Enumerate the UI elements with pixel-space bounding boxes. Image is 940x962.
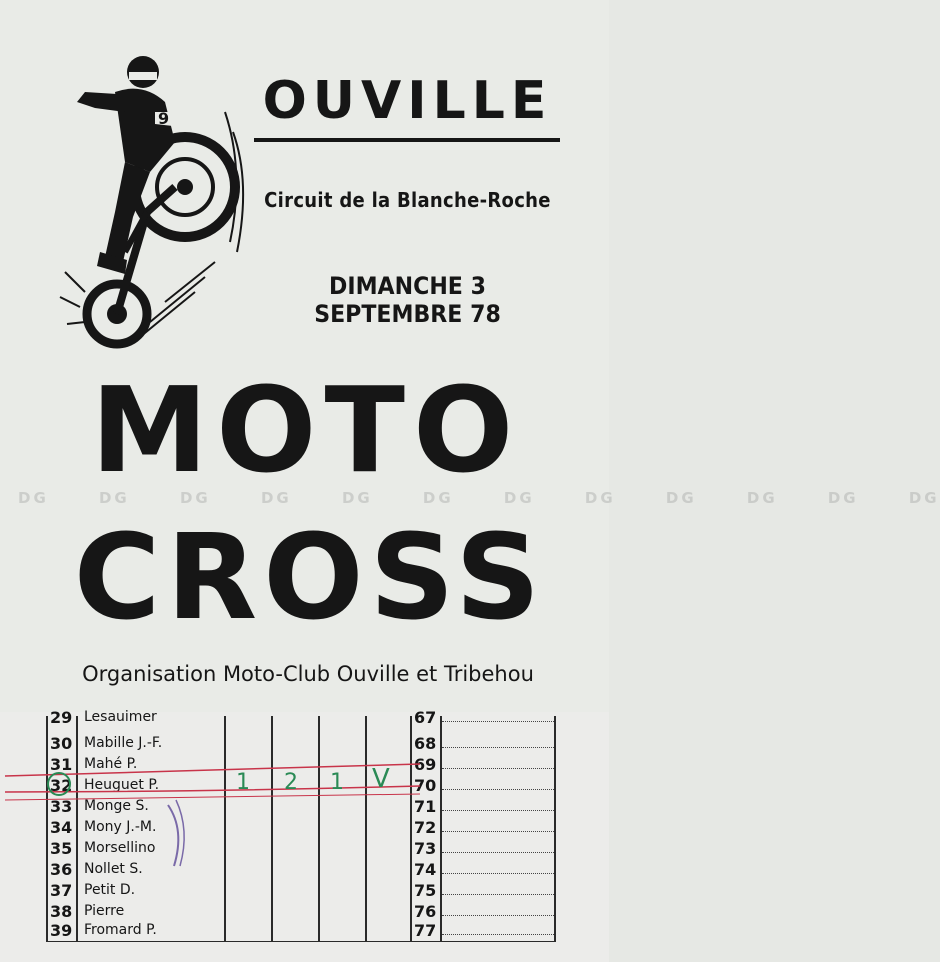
rider-name-cell: Mahé P. [84,756,138,772]
rider-name-cell: Morsellino [84,840,156,856]
table-row [46,774,556,797]
rider-number-cell: 75 [414,881,437,900]
table-row [46,706,556,729]
rider-number-cell: 76 [414,902,437,921]
handwritten-score: 1 [330,770,344,795]
motocross-rider-illustration [55,52,250,357]
title-underline [254,138,560,142]
rider-number: 9 [158,109,170,128]
handwritten-check-mark: V [372,764,390,794]
table-row [46,919,556,942]
results-table [46,708,556,942]
dotted-line [442,894,554,895]
rider-number-cell: 72 [414,818,437,837]
table-row [46,879,556,902]
handwritten-score: 2 [284,770,298,795]
table-row [46,753,556,776]
organiser-line: Organisation Moto-Club Ouville et Tribehou [82,662,534,686]
rider-number-cell: 31 [50,755,73,774]
dotted-line [442,873,554,874]
rider-number-cell: 33 [50,797,73,816]
dotted-line [442,852,554,853]
table-row [46,732,556,755]
rider-number-cell: 68 [414,734,437,753]
dotted-line [442,831,554,832]
dotted-line [442,789,554,790]
rider-number-cell: 73 [414,839,437,858]
circuit-name: Circuit de la Blanche-Roche [264,188,551,212]
rider-name-cell: Mabille J.-F. [84,735,163,751]
dotted-line [442,747,554,748]
handwritten-score: 1 [236,770,250,795]
rider-name-cell: Pierre [84,903,125,919]
rider-number-cell: 77 [414,921,437,940]
dotted-line [442,768,554,769]
rider-number-cell: 32 [50,776,73,795]
rider-number-cell: 69 [414,755,437,774]
rider-name-cell: Petit D. [84,882,136,898]
rider-number-cell: 74 [414,860,437,879]
rider-name-cell: Mony J.-M. [84,819,157,835]
dotted-line [442,810,554,811]
rider-number-cell: 34 [50,818,73,837]
rider-name-cell: Monge S. [84,798,149,814]
table-row [46,837,556,860]
event-date: DIMANCHE 3 SEPTEMBRE 78 [314,272,501,328]
rider-number-cell: 71 [414,797,437,816]
table-row [46,795,556,818]
dotted-line [442,915,554,916]
rider-name-cell: Nollet S. [84,861,143,877]
table-row [46,858,556,881]
headline-moto: MOTO [90,361,522,499]
rider-name-cell: Fromard P. [84,922,157,938]
rider-number-cell: 67 [414,708,437,727]
headline-cross: CROSS [73,508,547,646]
town-title: OUVILLE [262,71,553,131]
rider-name-cell: Lesauimer [84,709,157,725]
rider-number-cell: 29 [50,708,73,727]
rider-name-cell: Heuguet P. [84,777,160,793]
rider-number-cell: 70 [414,776,437,795]
dotted-line [442,721,554,722]
rider-number-cell: 36 [50,860,73,879]
rider-number-cell: 35 [50,839,73,858]
rider-number-cell: 39 [50,921,73,940]
rider-number-cell: 30 [50,734,73,753]
rider-number-cell: 38 [50,902,73,921]
dotted-line [442,934,554,935]
watermark-text: DG DG DG DG DG DG DG DG DG DG DG DG [18,489,940,507]
table-row [46,816,556,839]
rider-number-cell: 37 [50,881,73,900]
